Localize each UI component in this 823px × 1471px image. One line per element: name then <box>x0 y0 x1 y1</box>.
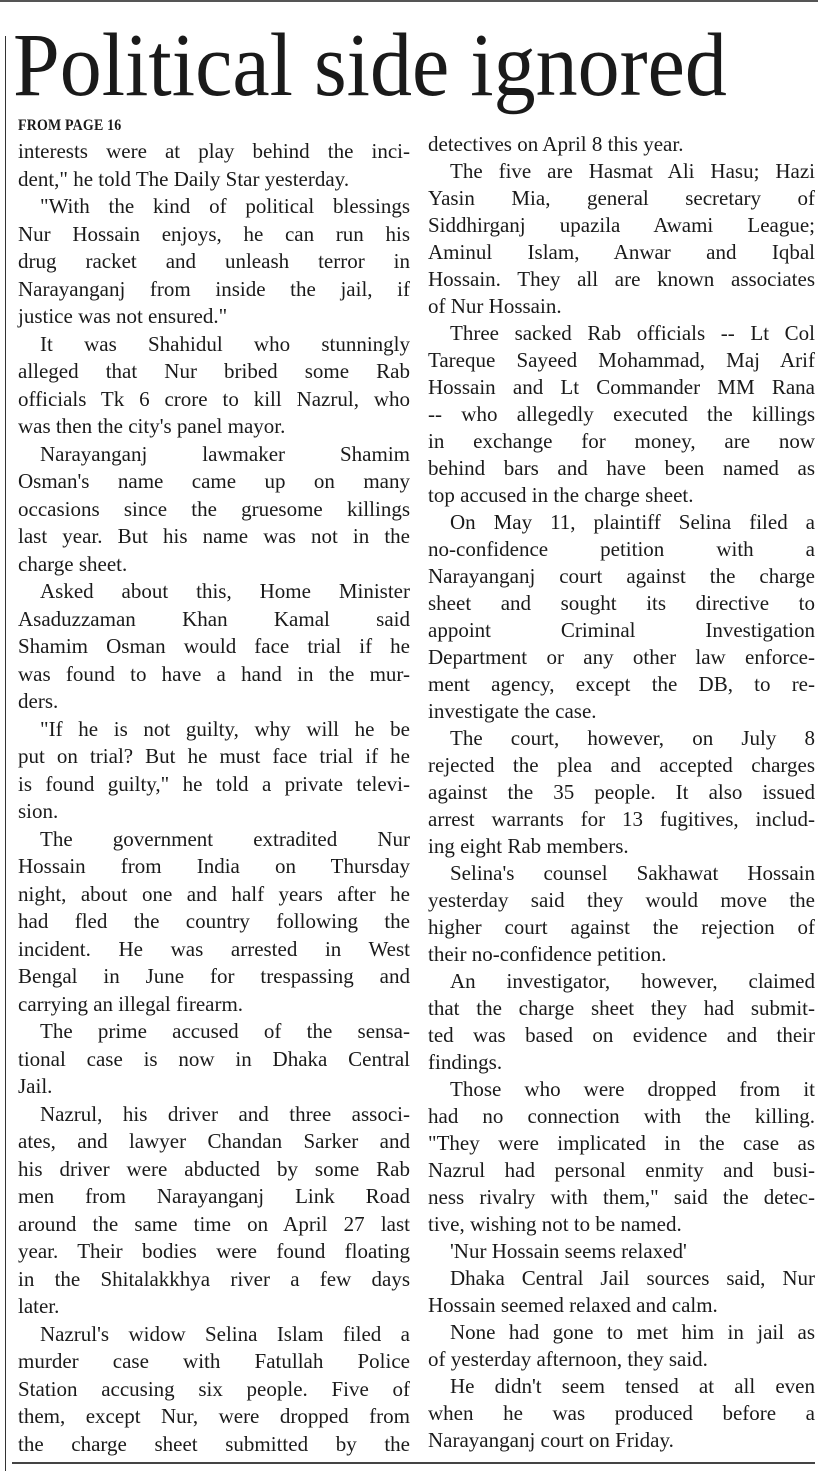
text-line: Yasin Mia, general secretary of <box>428 186 815 210</box>
text-line: "They were implicated in the case as <box>428 1131 815 1155</box>
text-line: no-confidence petition with a <box>428 537 815 561</box>
text-line: Asked about this, Home Minister <box>40 579 410 603</box>
text-line: arrest warrants for 13 fugitives, includ- <box>428 807 815 831</box>
text-line: Hossain seemed relaxed and calm. <box>428 1293 718 1317</box>
text-line: that the charge sheet they had submit- <box>428 996 815 1020</box>
text-line: ment agency, except the DB, to re- <box>428 672 815 696</box>
text-line: around the same time on April 27 last <box>18 1211 410 1236</box>
text-line: last year. But his name was not in the <box>18 524 410 548</box>
text-line: drug racket and unleash terror in <box>18 249 410 273</box>
article-column-left <box>18 138 410 1458</box>
text-line: -- who allegedly executed the killings <box>428 402 815 426</box>
text-line: ates, and lawyer Chandan Sarker and <box>18 1129 410 1153</box>
text-line: night, about one and half years after he <box>18 881 410 906</box>
text-line: findings. <box>428 1050 503 1074</box>
text-line: Station accusing six people. Five of <box>18 1376 410 1401</box>
text-line: was then the city's panel mayor. <box>18 414 286 438</box>
paragraph <box>428 131 815 158</box>
text-line: ders. <box>18 689 59 713</box>
paragraph <box>18 716 410 826</box>
text-line: Selina's counsel Sakhawat Hossain <box>450 861 815 885</box>
text-line: Those who were dropped from it <box>450 1077 815 1101</box>
text-line: sion. <box>18 799 59 823</box>
text-line: Narayanganj court against the charge <box>428 564 815 588</box>
text-line: charge sheet. <box>18 551 128 576</box>
text-line: None had gone to met him in jail as <box>450 1320 815 1344</box>
paragraph <box>18 331 410 441</box>
paragraph <box>428 1373 815 1454</box>
text-line: was found to have a hand in the mur- <box>18 661 410 686</box>
paragraph <box>428 1265 815 1319</box>
text-line: put on trial? But he must face trial if he <box>18 744 410 768</box>
text-line: Siddhirganj upazila Awami League; <box>428 213 815 237</box>
text-line: On May 11, plaintiff Selina filed a <box>450 510 815 534</box>
article-column-right <box>428 131 815 1454</box>
text-line: carrying an illegal firearm. <box>18 991 244 1016</box>
text-line: men from Narayanganj Link Road <box>18 1184 410 1208</box>
text-line: Shamim Osman would face trial if he <box>18 634 410 658</box>
text-line: Asaduzzaman Khan Kamal said <box>18 606 410 631</box>
paragraph <box>18 138 410 193</box>
paragraph <box>18 441 410 579</box>
text-line: ted was based on evidence and their <box>428 1023 815 1047</box>
text-line: Narayanganj court on Friday. <box>428 1428 674 1452</box>
text-line: An investigator, however, claimed <box>450 969 815 993</box>
text-line: Nur Hossain enjoys, he can run his <box>18 221 410 246</box>
paragraph <box>428 968 815 1076</box>
paragraph <box>18 826 410 1019</box>
paragraph <box>428 509 815 725</box>
text-line: Nazrul's widow Selina Islam filed a <box>40 1321 410 1346</box>
text-line: Narayanganj lawmaker Shamim <box>40 441 410 466</box>
text-line: Hossain from India on Thursday <box>18 854 410 878</box>
text-line: justice was not ensured." <box>18 304 228 328</box>
text-line: Narayanganj from inside the jail, if <box>18 276 410 301</box>
paragraph <box>18 1321 410 1459</box>
text-line: rejected the plea and accepted charges <box>428 753 815 777</box>
text-line: top accused in the charge sheet. <box>428 483 694 507</box>
text-line: had fled the country following the <box>18 909 410 933</box>
text-line: Osman's name came up on many <box>18 469 410 493</box>
text-line: their no-confidence petition. <box>428 942 667 966</box>
text-line: The government extradited Nur <box>40 826 410 851</box>
paragraph <box>428 320 815 509</box>
text-line: of yesterday afternoon, they said. <box>428 1347 708 1371</box>
text-line: incident. He was arrested in West <box>18 936 410 961</box>
text-line: He didn't seem tensed at all even <box>450 1374 815 1398</box>
paragraph <box>18 1101 410 1321</box>
text-line: Hossain. They all are known associates <box>428 267 815 291</box>
text-line: "With the kind of political blessings <box>40 194 410 218</box>
text-line: Nazrul, his driver and three associ- <box>40 1101 410 1126</box>
jump-label: FROM PAGE 16 <box>18 117 122 134</box>
text-line: in exchange for money, are now <box>428 429 815 453</box>
text-line: Jail. <box>18 1074 53 1098</box>
left-rule <box>5 36 6 1471</box>
text-line: Hossain and Lt Commander MM Rana <box>428 375 815 399</box>
text-line: against the 35 people. It also issued <box>428 780 815 804</box>
text-line: later. <box>18 1294 60 1318</box>
text-line: 'Nur Hossain seems relaxed' <box>450 1239 687 1263</box>
text-line: Three sacked Rab officials -- Lt Col <box>450 321 815 345</box>
text-line: The prime accused of the sensa- <box>40 1019 410 1043</box>
text-line: ing eight Rab members. <box>428 834 629 858</box>
text-line: his driver were abducted by some Rab <box>18 1156 410 1181</box>
paragraph <box>428 725 815 860</box>
paragraph <box>428 158 815 320</box>
text-line: Dhaka Central Jail sources said, Nur <box>450 1266 815 1290</box>
paragraph <box>428 1319 815 1373</box>
text-line: Department or any other law enforce- <box>428 645 815 669</box>
text-line: when he was produced before a <box>428 1401 815 1425</box>
text-line: murder case with Fatullah Police <box>18 1349 410 1373</box>
text-line: "If he is not guilty, why will he be <box>40 716 410 741</box>
text-line: ness rivalry with them," said the detec- <box>428 1185 815 1209</box>
text-line: sheet and sought its directive to <box>428 591 815 615</box>
text-line: of Nur Hossain. <box>428 294 562 318</box>
text-line: occasions since the gruesome killings <box>18 496 410 521</box>
text-line: alleged that Nur bribed some Rab <box>18 359 410 383</box>
paragraph <box>18 1018 410 1101</box>
text-line: Tareque Sayeed Mohammad, Maj Arif <box>428 348 815 372</box>
text-line: detectives on April 8 this year. <box>428 132 684 156</box>
text-line: year. Their bodies were found floating <box>18 1239 410 1263</box>
text-line: had no connection with the killing. <box>428 1104 815 1128</box>
text-line: The court, however, on July 8 <box>450 726 815 750</box>
text-line: tional case is now in Dhaka Central <box>18 1046 410 1071</box>
paragraph <box>18 193 410 331</box>
text-line: Bengal in June for trespassing and <box>18 964 410 988</box>
text-line: behind bars and have been named as <box>428 456 815 480</box>
text-line: dent," he told The Daily Star yesterday. <box>18 166 350 191</box>
text-line: Aminul Islam, Anwar and Iqbal <box>428 240 815 264</box>
headline: Political side ignored <box>13 16 727 115</box>
top-rule <box>0 0 818 2</box>
paragraph <box>18 578 410 716</box>
text-line: tive, wishing not to be named. <box>428 1212 682 1236</box>
paragraph <box>428 1076 815 1238</box>
text-line: yesterday said they would move the <box>428 888 815 912</box>
bottom-rule <box>12 1462 815 1464</box>
text-line: appoint Criminal Investigation <box>428 618 815 642</box>
text-line: them, except Nur, were dropped from <box>18 1404 410 1428</box>
subheading <box>428 1238 815 1265</box>
text-line: the charge sheet submitted by the <box>18 1431 410 1456</box>
text-line: It was Shahidul who stunningly <box>40 331 410 356</box>
text-line: Nazrul had personal enmity and busi- <box>428 1158 815 1182</box>
text-line: in the Shitalakkhya river a few days <box>18 1266 410 1291</box>
text-line: officials Tk 6 crore to kill Nazrul, who <box>18 386 410 411</box>
paragraph <box>428 860 815 968</box>
text-line: interests were at play behind the inci- <box>18 139 410 163</box>
text-line: higher court against the rejection of <box>428 915 815 939</box>
text-line: investigate the case. <box>428 699 597 723</box>
text-line: The five are Hasmat Ali Hasu; Hazi <box>450 159 815 183</box>
text-line: is found guilty," he told a private televi- <box>18 771 410 796</box>
